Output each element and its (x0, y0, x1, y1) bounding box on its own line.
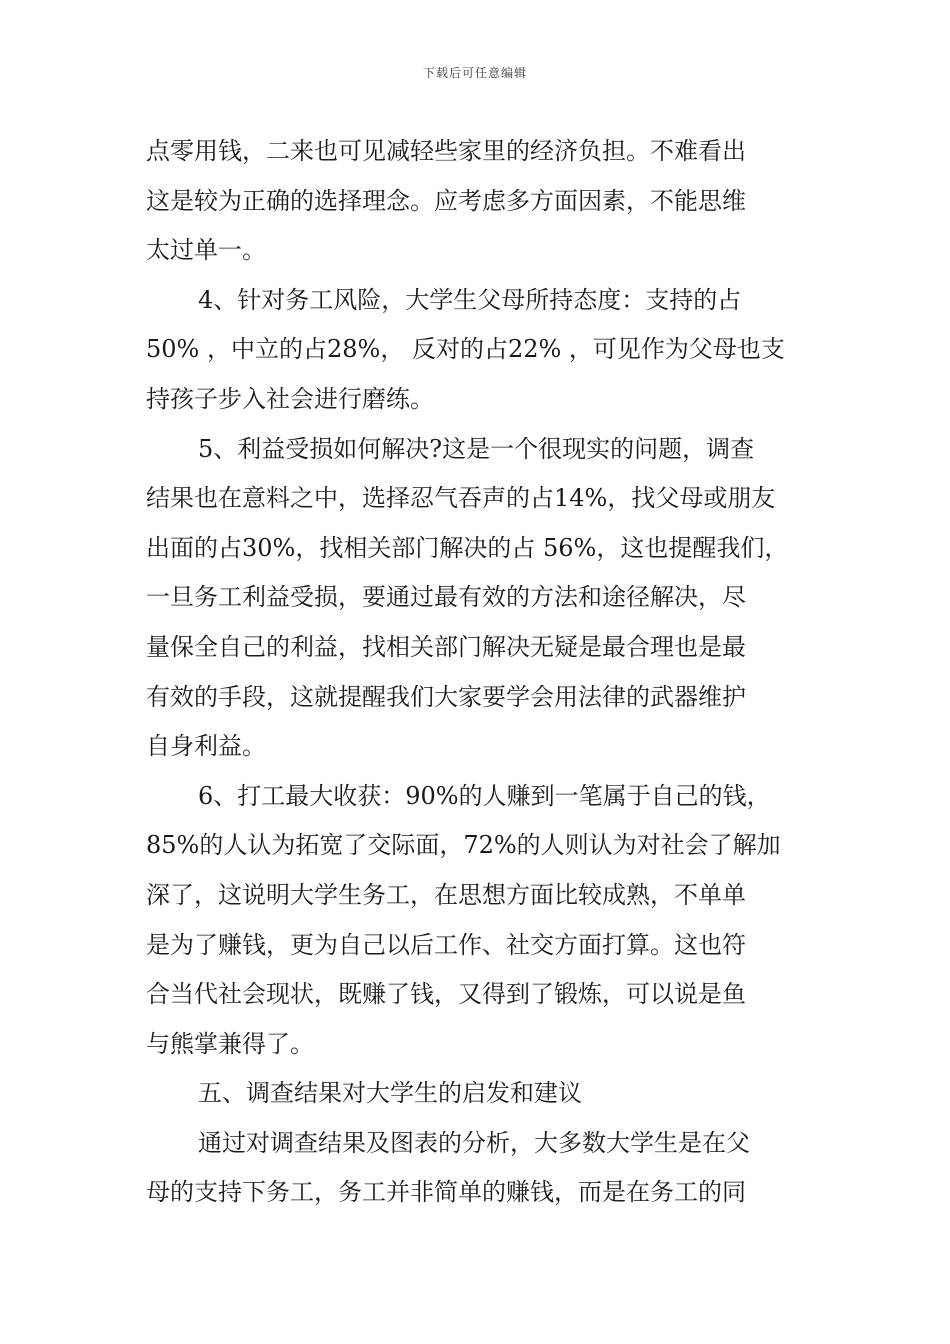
text-line: 出面的占30%，找相关部门解决的占 56%，这也提醒我们， (146, 533, 789, 562)
text-line: 与熊掌兼得了。 (146, 1029, 314, 1058)
document-body (146, 127, 836, 1218)
text-line: 深了，这说明大学生务工，在思想方面比较成熟，不单单 (146, 880, 746, 909)
paragraph-start-line: 6、打工最大收获：90%的人赚到一笔属于自己的钱， (198, 781, 771, 810)
text-line: 有效的手段，这就提醒我们大家要学会用法律的武器维护 (146, 682, 746, 711)
text-line: 结果也在意料之中，选择忍气吞声的占14%，找父母或朋友 (146, 484, 776, 513)
text-line: 50% ，中立的占28%， 反对的占22% ，可见作为父母也支 (146, 335, 785, 364)
text-line: 合当代社会现状，既赚了钱，又得到了锻炼，可以说是鱼 (146, 980, 746, 1009)
text-line: 一旦务工利益受损，要通过最有效的方法和途径解决，尽 (146, 583, 746, 612)
text-line: 点零用钱，二来也可见减轻些家里的经济负担。不难看出 (146, 137, 746, 165)
paragraph-start-line: 4、针对务工风险，大学生父母所持态度：支持的占 (198, 285, 742, 314)
text-line: 85%的人认为拓宽了交际面，72%的人则认为对社会了解加 (146, 831, 781, 860)
text-line: 太过单一。 (146, 236, 266, 265)
page-header: 下载后可任意编辑 (422, 66, 527, 80)
section-heading: 五、调查结果对大学生的启发和建议 (198, 1079, 582, 1108)
text-line: 这是较为正确的选择理念。应考虑多方面因素，不能思维 (146, 186, 746, 215)
text-line: 量保全自己的利益，找相关部门解决无疑是最合理也是最 (146, 632, 746, 661)
text-line: 母的支持下务工，务工并非简单的赚钱，而是在务工的同 (146, 1178, 746, 1207)
text-line: 自身利益。 (146, 732, 266, 761)
text-line: 是为了赚钱，更为自己以后工作、社交方面打算。这也符 (146, 930, 746, 959)
paragraph-start-line: 5、利益受损如何解决?这是一个很现实的问题，调查 (198, 434, 755, 463)
paragraph-start-line: 通过对调查结果及图表的分析，大多数大学生是在父 (198, 1128, 750, 1157)
text-line: 持孩子步入社会进行磨练。 (146, 384, 434, 413)
